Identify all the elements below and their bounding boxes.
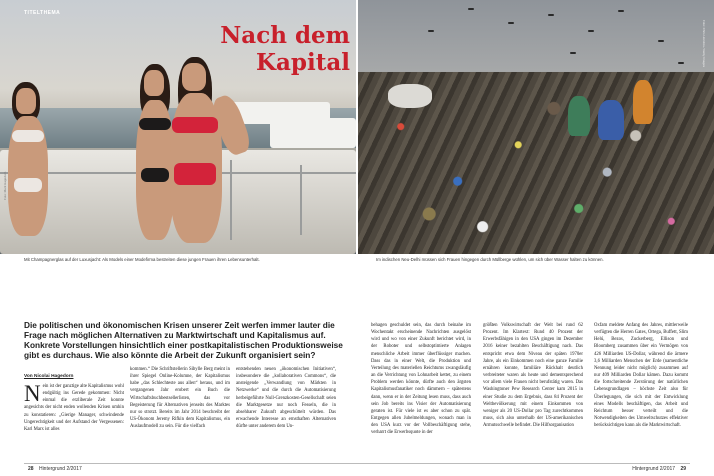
bird-icon (508, 22, 514, 24)
drop-cap: N (24, 383, 41, 406)
bird-icon (548, 14, 554, 16)
worker-figure (568, 96, 590, 136)
article-intro: Die politischen und ökonomischen Krisen unserer Zeit werfen immer lauter die Frage nach möglichen Alternativen zu Marktwirtschaft und Kapitalismus auf. Konkrete Vorstellungen hinsichtlich einer postkapitalistischen Produktionsweise gibt es durchaus. Wie also könnte die Arbeit der Zukunft organisiert sein? (24, 320, 343, 361)
page-number-right: 29 (680, 466, 686, 472)
worker-figure (598, 100, 624, 140)
author-byline: Von Nicolai Hagedorn (24, 374, 74, 379)
body-column-1 (24, 383, 124, 469)
footer-label-right: Hintergrund 2/2017 (632, 466, 676, 472)
body-column-4: behagen geschuldet sein, das durch beinahe im Wochentakt erscheinende Nachrichten ausgelöst wird und wo von einer Zukunft berichtet wird, in der Roboter und selbstoptimierte Anlagen menschliche Arbeit immer überflüssiger machen. Dass das in einer Welt, die Produktion und Verteilung des materiellen Reichtums zwangsläufig an die Verrichtung von Lohnarbeit kettet, zu einem Problem werden könnte, dürfte auch den ärgsten Kapitalismusfanatiker noch dämmern – spätestens dann, wenn er in der Zeitung lesen muss, dass auch sein Job bereits ins Visier der Automatisierung geraten ist. Für viele ist es aber schon zu spät. Entgegen allen Jubelmeldungen, wonach man in den USA kurz vor der Vollbeschäftigung stehe, verharrt die Erwerbsquote in der (371, 323, 471, 436)
body-column-3: entstehenden neuen „ökonomischen Initiativen“, insbesondere die „kollaborativen Commons“, die ansteigende „Verwandlung von Märkten in Netzwerke“ und die durch die Automatisierung herbeigeführte Null-Grenzkosten-Gesellschaft seien die Marktgesetze nur noch Fesseln, die in absehbarer Zukunft abgeschüttelt würden. Das erwachende Interesse an ernsthaften Alternativen dürfte unter anderem dem Un- (236, 367, 336, 430)
bird-icon (588, 30, 594, 32)
photo-landfill-delhi (358, 0, 714, 254)
bird-icon (678, 62, 684, 64)
column-text: ein ist der ganztige alte Kapitalismus wohl endgültig ins Gerede gekommen: Nicht einmal die erzliberale Zeit konnte angesichts der nicht enden wollenden Krisen umhin zu konstatieren: „Gierige Manager, schwindende Ungerechtigkeit und der Aufstand der Vergessenen: Karl Marx ist alles (24, 384, 124, 432)
section-tag: TITELTHEMA (24, 10, 61, 16)
bird-icon (618, 10, 624, 12)
photo-credit-right: Foto: Chris Hondros / Getty Images (702, 20, 706, 68)
bird-icon (658, 40, 664, 42)
body-column-5: größten Volkswirtschaft der Welt bei rund 62 Prozent. Im Klartext: Rund 40 Prozent der Erwerbsfähigen in den USA gingen im Dezember 2016 keiner bezahlten Beschäftigung nach. Das entspricht etwa dem Niveau der späten 1970er Jahre, als ein Einkommen noch eine ganze Familie ernähren konnte, familiäre Rückhalt deutlich verbreiteter waren als heute und dementsprechend vor allem viele Frauen nicht berufstätig waren. Das Washingtoner Pew Research Center kam 2015 in einer Studie zu dem Ergebnis, dass 84 Prozent der Weltbevölkerung mit einem Einkommen von weniger als 20 US-Dollar pro Tag zurechtkommen muss, sich also unterhalb der US-amerikanischen Armutsschwelle befindet. Die Hilfsorganisation (483, 323, 583, 429)
footer-divider (24, 463, 690, 464)
page-number-left: 28 (28, 466, 34, 472)
bird-icon (428, 30, 434, 32)
bird-icon (570, 52, 576, 54)
footer-left (24, 466, 82, 472)
caption-left: Mit Champagnerglas auf der Luxusjacht: Als Models einer Modefirma bestreiten diese jungen Frauen ihren Lebensunterhalt. (24, 257, 260, 262)
body-column-6: Oxfam meldete Anfang des Jahres, mittlerweile verfügten die Herren Gates, Ortega, Buffett, Slim Helú, Bezos, Zuckerberg, Ellison und Bloomberg zusammen über ein Vermögen von 426 Milliarden US-Dollar, während die ärmere 3,6 Milliarden Menschen der Erde (namentliche Nennung leider nicht möglich) zusammen auf nur 409 Milliarden Dollar kämen. Dazu kommt die fortschreitende Zerstörung der natürlichen Lebensgrundlagen – höchste Zeit also für Überlegungen, die sich mit der Entwicklung eines Modells beschäftigen, das Arbeit und Reichtum besser verteilt und die Notwendigkeiten des Umweltschutzes effektiver berücksichtigen kann als die Marktwirtschaft. (594, 323, 688, 429)
caption-right: Im indischen Neu-Delhi müssen sich Frauen hingegen durch Müllberge wühlen, um sich über Wasser halten zu können. (376, 257, 604, 262)
deck-rail (300, 165, 302, 235)
yacht-shape (270, 118, 356, 148)
worker-figure (633, 80, 653, 124)
photo-credit-left: Foto: Mark Hagedorn (3, 171, 7, 200)
article-title: Nach dem Kapital (220, 22, 350, 76)
bird-icon (468, 8, 474, 10)
cow-figure (388, 84, 432, 108)
body-column-2: kommen.“ Die Schriftstellerin Sibylle Berg meint in ihrer Spiegel Online-Kolumne, der Kapitalismus habe „das Schlechteste aus allen“ heraus, und im vergangenen Jahr erobert ein Buch die Wirtschaftsbuchbestsellerlisten, das vor Begeisterung für Alternativen jenseits des Marktes nur so strotzt. Bereits im Jahr 2014 beschreibt der US-Ökonom Jeremy Rifkin dem Kapitalismus, ein Auslaufmodell zu sein. Für die vielfach (130, 367, 230, 430)
footer-right (632, 466, 690, 472)
footer-label-left: Hintergrund 2/2017 (38, 466, 82, 472)
model-figure (0, 80, 70, 254)
model-figure (160, 55, 250, 254)
